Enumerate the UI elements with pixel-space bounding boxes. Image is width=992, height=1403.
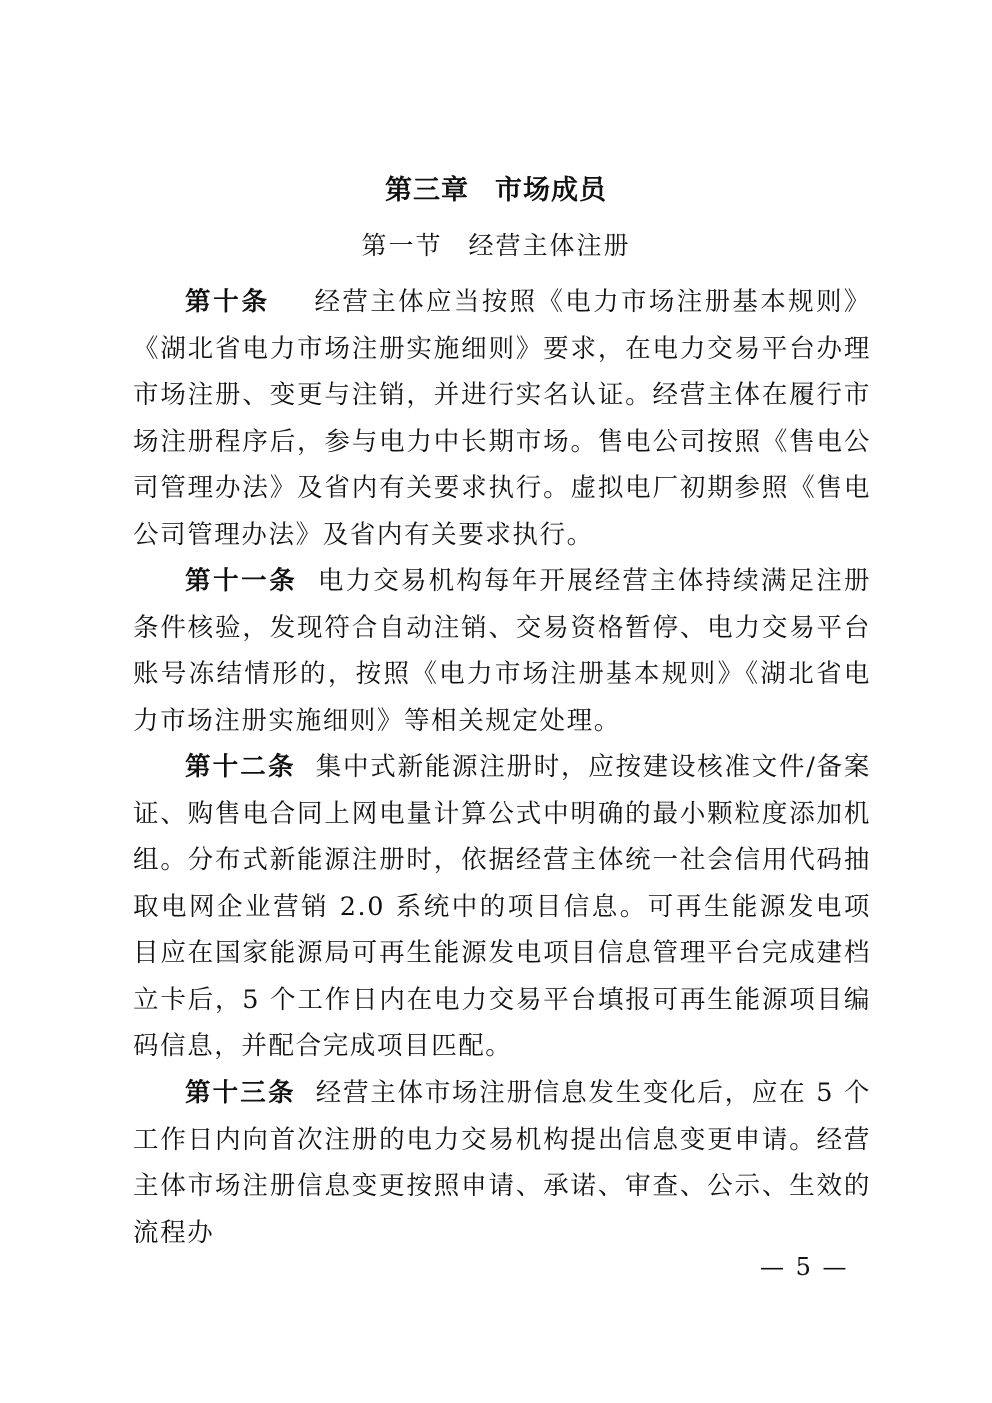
article-label: 第十二条	[185, 752, 296, 782]
section-number: 第一节	[361, 231, 443, 260]
article-text: 经营主体市场注册信息发生变化后，应在 5 个工作日内向首次注册的电力交易机构提出信息变更申请。经营主体市场注册信息变更按照申请、承诺、审查、公示、生效的流程办	[133, 1078, 871, 1248]
chapter-number: 第三章	[385, 175, 469, 206]
article-12	[133, 744, 871, 1070]
section-heading	[0, 226, 992, 262]
article-13	[133, 1070, 871, 1256]
article-text: 电力交易机构每年开展经营主体持续满足注册条件核验，发现符合自动注销、交易资格暂停、电力交易平台账号冻结情形的，按照《电力市场注册基本规则》《湖北省电力市场注册实施细则》等相关规定处理。	[133, 566, 871, 736]
article-label: 第十条	[185, 287, 270, 317]
chapter-title: 市场成员	[495, 175, 607, 206]
article-label: 第十三条	[185, 1078, 296, 1108]
chapter-heading	[0, 168, 992, 207]
section-title: 经营主体注册	[468, 231, 631, 260]
article-text: 集中式新能源注册时，应按建设核准文件/备案证、购售电合同上网电量计算公式中明确的最小颗粒度添加机组。分布式新能源注册时，依据经营主体统一社会信用代码抽取电网企业营销 2.0 系统中的项目信息。可再生能源发电项目应在国家能源局可再生能源发电项目信息管理平台完成建档立卡后，5 个工作日内在电力交易平台填报可再生能源项目编码信息，并配合完成项目匹配。	[133, 752, 871, 1061]
article-11	[133, 558, 871, 744]
page-number: — 5 —	[760, 1253, 849, 1281]
article-label: 第十一条	[185, 566, 298, 596]
article-text: 经营主体应当按照《电力市场注册基本规则》《湖北省电力市场注册实施细则》要求，在电力交易平台办理市场注册、变更与注销，并进行实名认证。经营主体在履行市场注册程序后，参与电力中长期市场。售电公司按照《售电公司管理办法》及省内有关要求执行。虚拟电厂初期参照《售电公司管理办法》及省内有关要求执行。	[133, 287, 871, 550]
article-10	[133, 279, 871, 558]
